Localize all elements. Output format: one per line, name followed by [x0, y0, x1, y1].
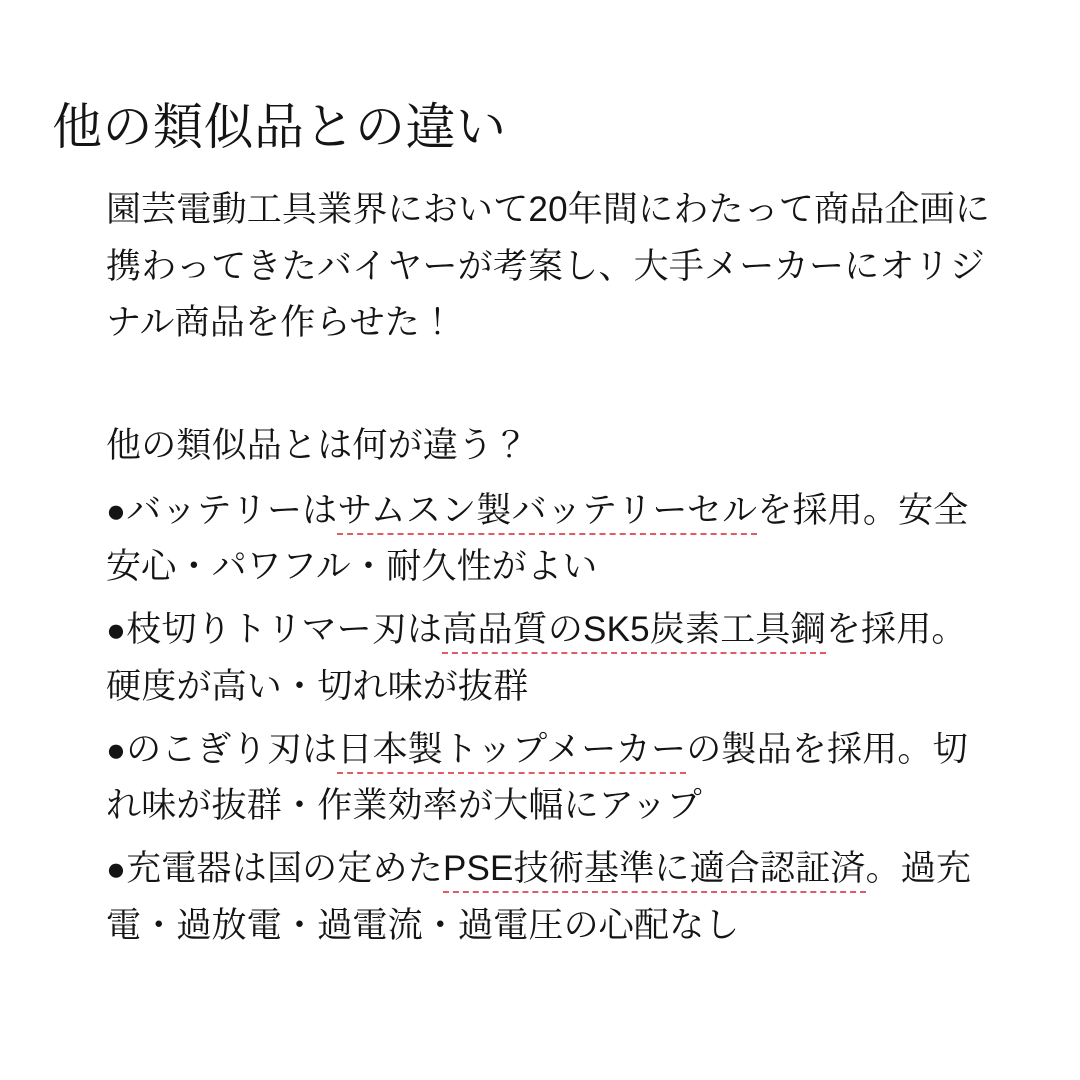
list-item-highlight: PSE技術基準に適合認証済: [443, 849, 866, 893]
bullet-icon: ●: [106, 730, 127, 768]
list-item-tail: を採用。硬度が高い・切れ味が抜群: [106, 610, 967, 706]
list-item: [106, 841, 996, 954]
bullet-icon: ●: [106, 491, 127, 529]
list-item-highlight: サムスン製バッテリーセル: [337, 491, 757, 535]
list-item-lead: 充電器は国の定めた: [126, 848, 443, 888]
list-item-tail: の製品を採用。切れ味が抜群・作業効率が大幅にアップ: [106, 729, 968, 826]
paragraph-spacer: [106, 352, 996, 418]
list-question: 他の類似品とは何が違う？: [106, 426, 529, 466]
list-item: [106, 722, 996, 835]
list-item: [106, 602, 996, 715]
page-title: 他の類似品との違い: [52, 98, 507, 155]
list-item-lead: バッテリーは: [126, 490, 338, 530]
intro-paragraph: 園芸電動工具業界において20年間にわたって商品企画に携わってきたバイヤーが考案し、大手メーカーにオリジナル商品を作らせた！: [106, 190, 991, 343]
list-item-lead: 枝切りトリマー刃は: [126, 610, 443, 650]
bullet-icon: ●: [106, 849, 127, 887]
list-item-tail: を採用。安全安心・パワフル・耐久性がよい: [106, 490, 969, 587]
bullet-icon: ●: [106, 611, 127, 649]
feature-list: [106, 418, 996, 954]
document-body: [106, 182, 996, 960]
list-item-highlight: 高品質のSK5炭素工具鋼: [442, 610, 826, 654]
list-item-tail: 。過充電・過放電・過電流・過電圧の心配なし: [106, 848, 972, 945]
list-item-lead: のこぎり刃は: [126, 729, 338, 769]
list-item-highlight: 日本製トップメーカー: [337, 730, 686, 774]
list-item: [106, 483, 996, 596]
